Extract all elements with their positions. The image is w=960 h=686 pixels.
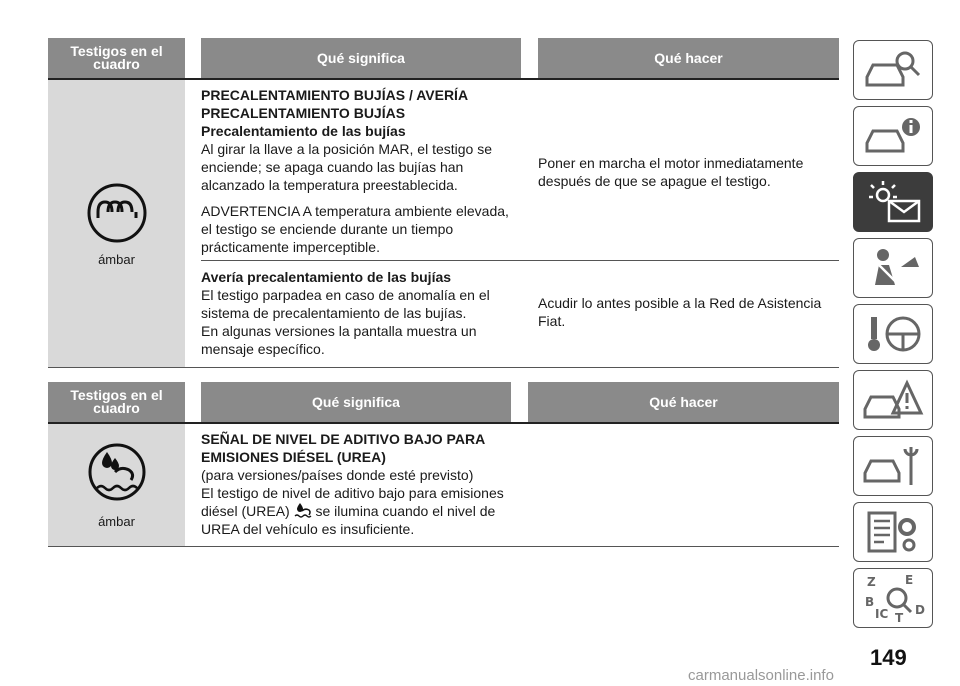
key-steering-wheel-icon <box>861 311 925 357</box>
action-text: Poner en marcha el motor inmediatamente después de que se apague el testigo. <box>538 155 804 189</box>
warning-light-table-2 <box>48 382 839 548</box>
car-emergency-icon <box>861 377 925 423</box>
header-testigos <box>48 382 185 422</box>
subtitle-precalentamiento: Precalentamiento de las bujías <box>201 123 406 139</box>
tab-safety[interactable] <box>853 238 933 298</box>
title-urea: SEÑAL DE NIVEL DE ADITIVO BAJO PARA <box>201 431 486 447</box>
header-testigos-label: Testigos en el cuadro <box>70 43 163 72</box>
action-text: Acudir lo antes posible a la Red de Asistencia Fiat. <box>538 295 822 329</box>
car-info-icon <box>861 113 925 159</box>
header-testigos <box>48 38 185 78</box>
glow-plug-icon <box>84 182 150 244</box>
table-bottom-line <box>48 367 839 368</box>
row-divider <box>201 260 839 261</box>
meaning-text: Al girar la llave a la posición MAR, el testigo se enciende; se apaga cuando las bujías han alcanzado la temperatura preestablecida. <box>201 141 493 193</box>
meaning-text-2 <box>201 484 521 538</box>
meaning-cell-3 <box>201 430 521 538</box>
meaning-text: (para versiones/países donde esté previsto) <box>201 467 474 483</box>
urea-additive-icon <box>294 502 312 518</box>
meaning-text-2b: se ilumina cuando el nivel de UREA del vehículo es insuficiente. <box>201 503 496 537</box>
watermark: carmanualsonline.info <box>688 667 834 684</box>
tab-emergency[interactable] <box>853 370 933 430</box>
header-que-hacer <box>528 382 839 422</box>
svg-text:T: T <box>895 611 904 624</box>
action-cell-2 <box>538 294 838 330</box>
table-header <box>48 38 839 78</box>
table-bottom-line <box>48 546 839 547</box>
svg-text:E: E <box>905 573 914 587</box>
car-maintenance-icon <box>861 443 925 489</box>
svg-text:D: D <box>915 603 925 617</box>
tab-technical-data[interactable] <box>853 502 933 562</box>
meaning-text-2: En algunas versiones la pantalla muestra un mensaje específico. <box>201 323 477 357</box>
title-precalentamiento-averia: PRECALENTAMIENTO BUJÍAS / AVERÍA <box>201 87 469 103</box>
warning-light-table-1 <box>48 38 839 368</box>
tab-knowing-vehicle[interactable] <box>853 40 933 100</box>
svg-text:IC: IC <box>875 607 889 621</box>
header-que-significa <box>201 38 521 78</box>
subtitle-averia: Avería precalentamiento de las bujías <box>201 269 452 285</box>
alphabetical-index-icon <box>861 572 925 624</box>
meaning-text: El testigo parpadea en caso de anomalía en el sistema de precalentamiento de las bujías. <box>201 287 490 321</box>
header-que-hacer-label: Qué hacer <box>654 49 723 66</box>
meaning-cell-2 <box>201 268 521 358</box>
meaning-cell-1 <box>201 86 521 256</box>
table-header <box>48 382 839 422</box>
tab-car-info[interactable] <box>853 106 933 166</box>
tab-maintenance[interactable] <box>853 436 933 496</box>
title-urea-2: EMISIONES DIÉSEL (UREA) <box>201 449 386 465</box>
page-number: 149 <box>870 645 907 670</box>
warning-lamp-cell <box>48 424 185 546</box>
header-que-significa-label: Qué significa <box>317 49 405 66</box>
warning-text: ADVERTENCIA A temperatura ambiente elevada, el testigo se enciende durante un tiempo prácticamente imperceptible. <box>201 203 509 255</box>
header-testigos-label: Testigos en el cuadro <box>70 387 163 416</box>
urea-additive-icon <box>85 442 149 506</box>
seatbelt-airbag-icon <box>861 245 925 291</box>
car-search-icon <box>861 47 925 93</box>
lamp-color-label: ámbar <box>98 514 135 529</box>
title-precalentamiento: PRECALENTAMIENTO BUJÍAS <box>201 105 406 121</box>
meaning-text-2a: El testigo de nivel de aditivo bajo para emisiones diésel (UREA) <box>201 485 504 519</box>
warning-lights-message-icon <box>861 177 925 227</box>
header-que-significa <box>201 382 511 422</box>
tab-starting-driving[interactable] <box>853 304 933 364</box>
header-que-significa-label: Qué significa <box>312 393 400 410</box>
svg-text:Z: Z <box>867 575 876 589</box>
action-cell-1 <box>538 154 838 190</box>
tab-index[interactable] <box>853 568 933 628</box>
technical-data-icon <box>861 509 925 555</box>
svg-text:B: B <box>865 595 875 609</box>
tab-warning-lights[interactable] <box>853 172 933 232</box>
header-que-hacer-label: Qué hacer <box>649 393 718 410</box>
header-que-hacer <box>538 38 839 78</box>
warning-lamp-cell <box>48 80 185 368</box>
lamp-color-label: ámbar <box>98 251 135 267</box>
